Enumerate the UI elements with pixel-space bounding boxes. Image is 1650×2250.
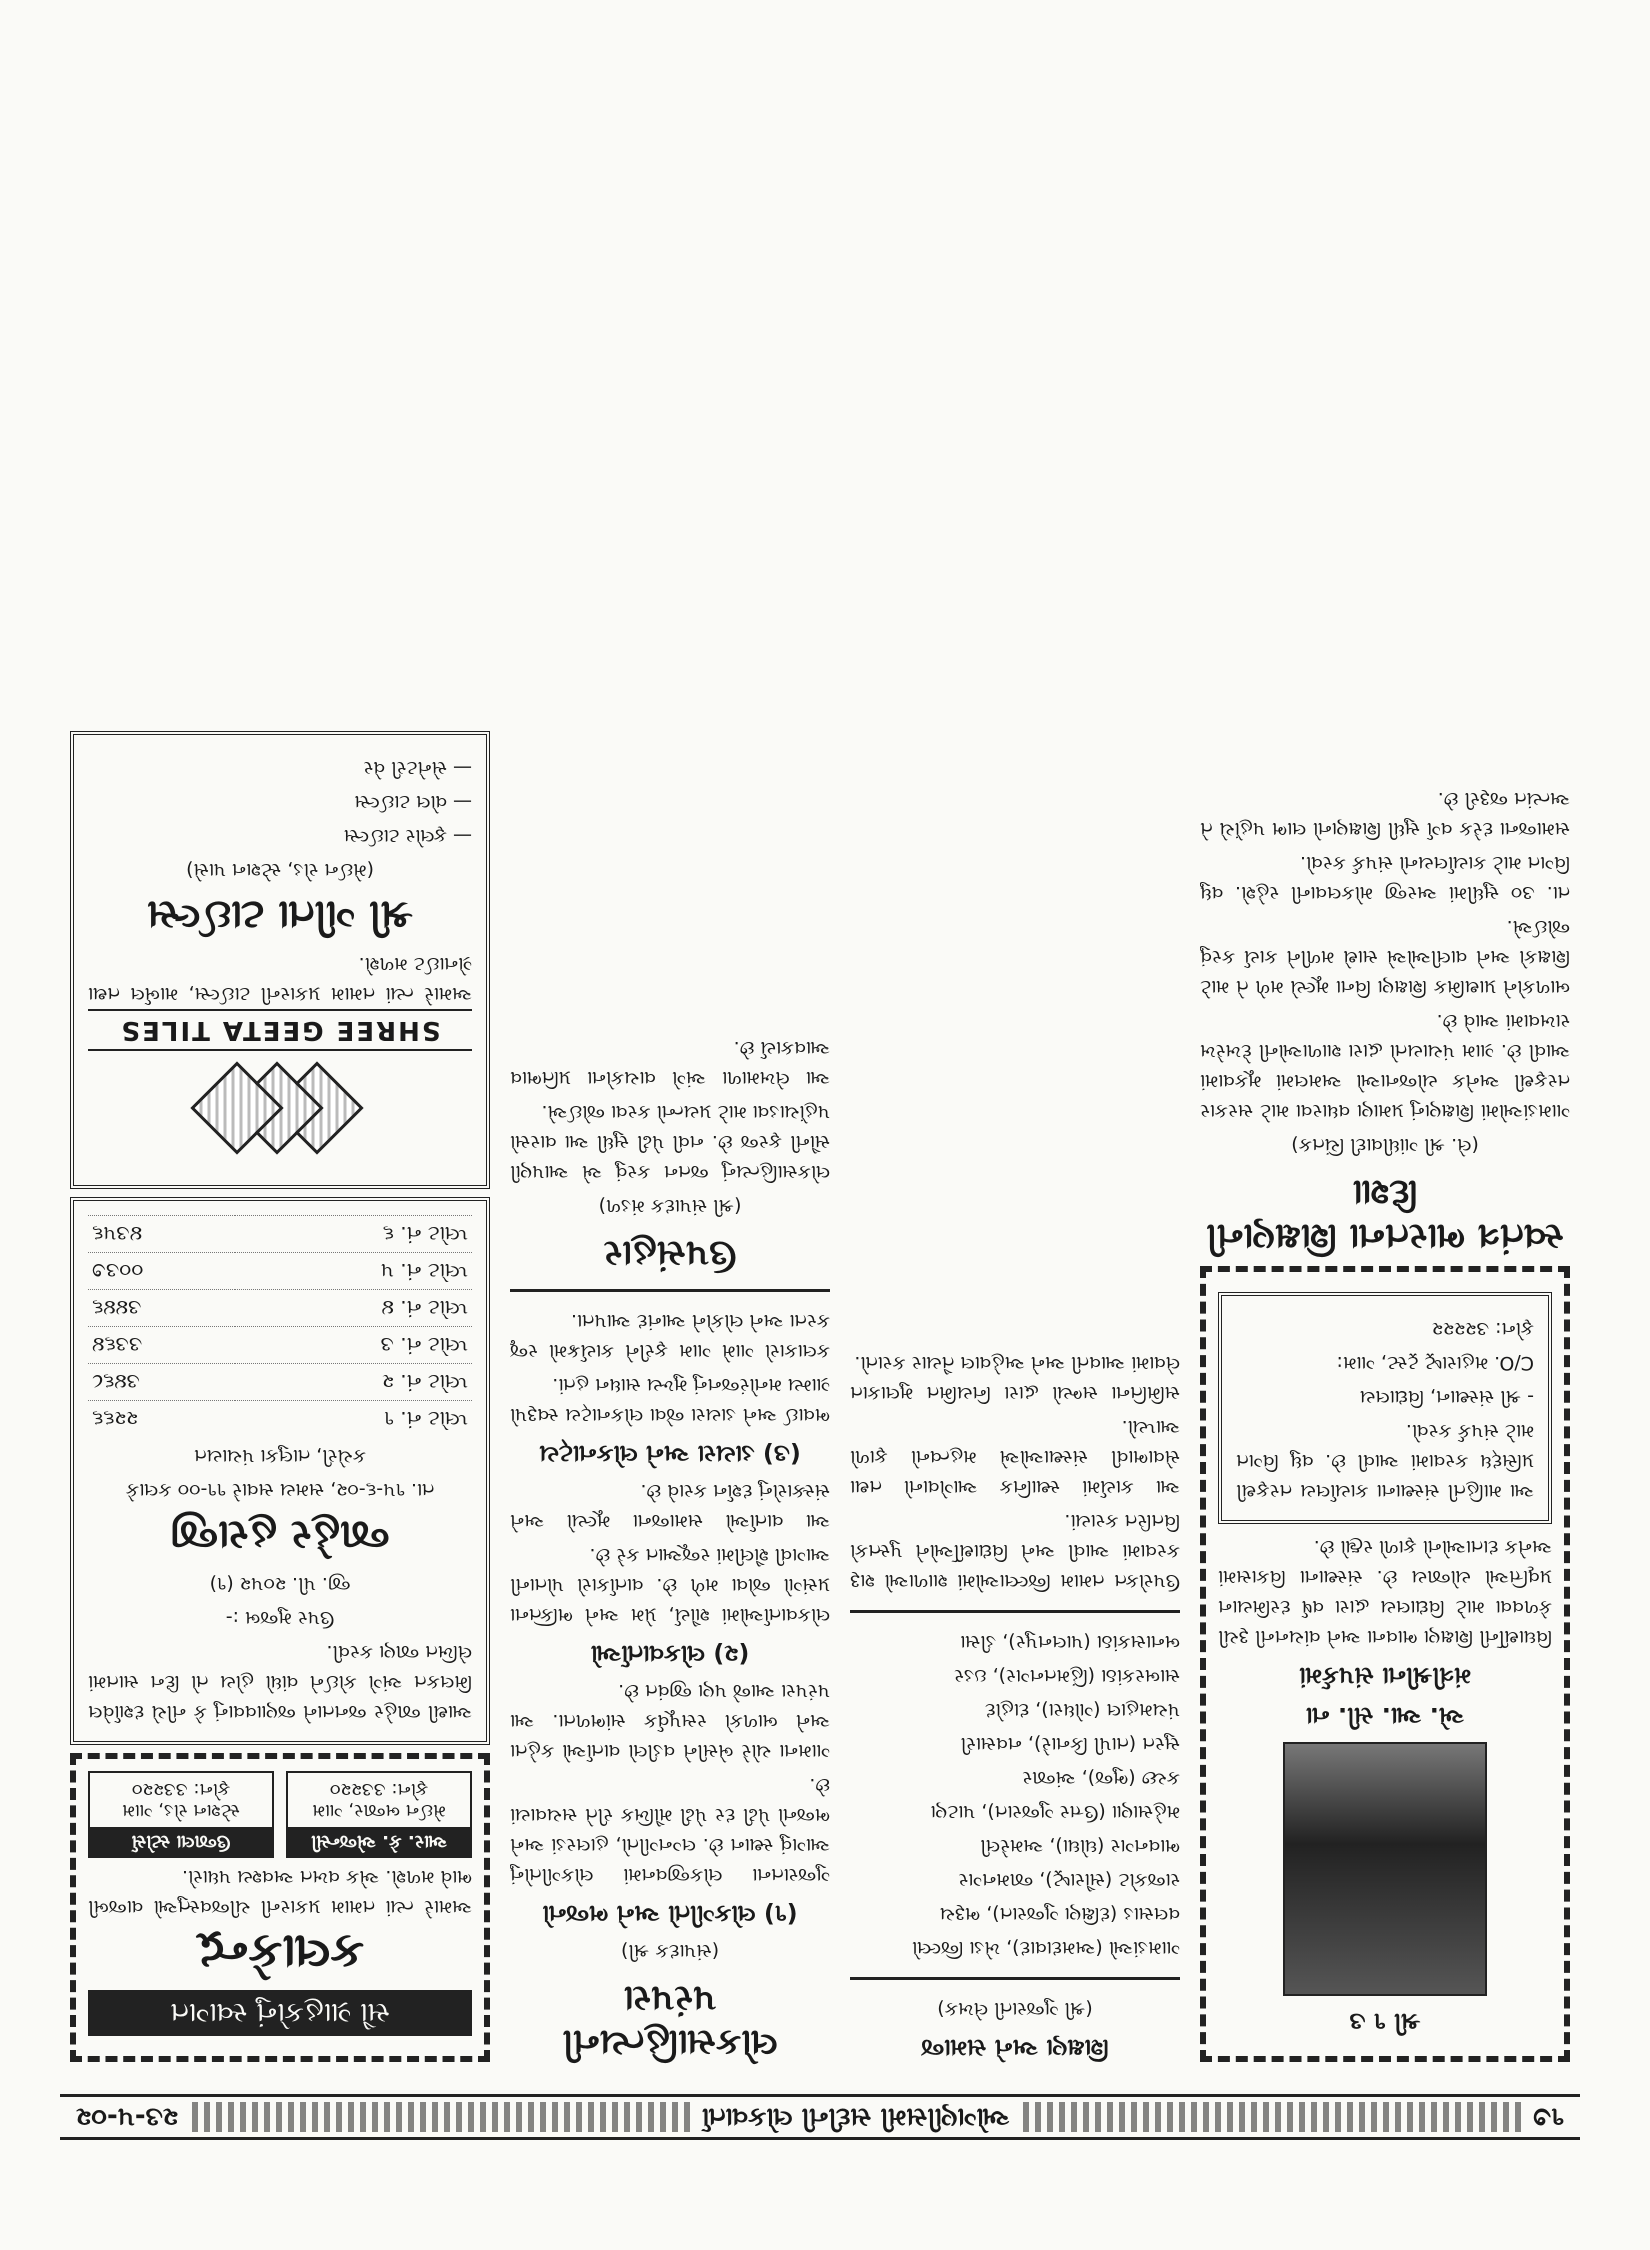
column-2 bbox=[850, 80, 1180, 2070]
table-row bbox=[88, 1401, 472, 1438]
box-address: C/O. મહારાષ્ટ્ર ટ્રસ્ટ, ગામ: bbox=[1336, 1352, 1534, 1374]
article-paragraph: સમિતિના સભ્યો દ્વારા નિયમિત મુલાકાત લેવામાં આવતી અને અહેવાલ તૈયાર કરાતો. bbox=[850, 1352, 1180, 1404]
column-byline: (શ્રી ગુજરાતી લેખક) bbox=[937, 1998, 1093, 2020]
plot-name: પ્લોટ નં. ૨ bbox=[235, 1364, 472, 1401]
tiles-list-item: — વોલ ટાઈલ્સ bbox=[354, 791, 472, 813]
tiles-logo-text: SHREE GEETA TILES bbox=[88, 1009, 472, 1051]
plot-value: ૨૨૬૬ bbox=[88, 1401, 235, 1438]
box-phone: ફોન: ૩૨૨૨૨ bbox=[1431, 1318, 1534, 1340]
section-heading: (૨) લોકવાર્તાઓ bbox=[590, 1640, 750, 1668]
divider bbox=[850, 1610, 1180, 1613]
article-byline: (સંપાદક શ્રી) bbox=[620, 1940, 720, 1962]
page-label: શ્રી ૧ ૩ bbox=[1349, 2008, 1421, 2036]
tiles-logo-graphic bbox=[200, 1061, 360, 1161]
shop-card bbox=[286, 1771, 472, 1858]
list-item: મહેસાણા (ઉત્તર ગુજરાત), પાટણ bbox=[930, 1801, 1180, 1823]
plot-value: ૩૩૬૪ bbox=[88, 1327, 235, 1364]
shop-name: ઉજાલા સ્ટોર્સ bbox=[90, 1827, 272, 1856]
article-paragraph: તા. ૩૦ સુધીમાં અરજી મોકલવાની રહેશે. વધુ વિગત માટે કાર્યાલયનો સંપર્ક કરવો. bbox=[1200, 852, 1570, 904]
article-paragraph: ગુજરાતના લોકજીવનમાં લોકગીતોનું આગવું સ્થાન છે. લગ્નગીતો, હાલરડાં અને ભજનો પેઢી દર પેઢી મૌખિક રીતે સચવાયાં છે. bbox=[510, 1774, 830, 1886]
page-header-band bbox=[60, 2094, 1580, 2140]
table-row bbox=[88, 1290, 472, 1327]
plot-name: પ્લોટ નં. ૬ bbox=[235, 1216, 472, 1253]
article-paragraph: ગામના ચોરે બેસીને વડીલો વાર્તાઓ કહેતા અને બાળકો રસપૂર્વક સાંભળતા. આ પરંપરા આજે પણ જીવંત છે. bbox=[510, 1680, 830, 1762]
shop-phone: ફોન: ૩૩૨૨૦ bbox=[329, 1779, 429, 1800]
article-paragraph: લોકસાહિત્યનું જતન કરવું એ આપણી સૌની ફરજ છે. નવી પેઢી સુધી આ વારસો પહોંચાડવા માટે પ્રયત્નો કરવા જોઈએ. bbox=[510, 1101, 830, 1183]
article-paragraph: બાળકોને પ્રાથમિક શિક્ષણ વિના મૂલ્યે મળે તે માટે શિક્ષકો અને વાલીઓએ સાથે મળીને કાર્ય કરવું જોઈએ. bbox=[1200, 916, 1570, 998]
ornament-right bbox=[190, 2102, 690, 2132]
article-paragraph: સમાજના દરેક વર્ગ સુધી શિક્ષણનો લાભ પહોંચે તે અત્યંત જરૂરી છે. bbox=[1200, 788, 1570, 840]
article-paragraph: આ કાર્યમાં સ્થાનિક આગેવાનો તથા સેવાભાવી સંસ્થાઓએ મહત્વનો ફાળો આપ્યો. bbox=[850, 1416, 1180, 1498]
contact-box bbox=[1218, 1292, 1552, 1524]
plot-value: ૦૦૩૭ bbox=[88, 1253, 235, 1290]
tiles-list-item: — ફ્લોર ટાઈલ્સ bbox=[343, 825, 472, 847]
article-byline: (લે. શ્રી ગાંધીવાદી ચિંતક) bbox=[1291, 1134, 1479, 1156]
plot-name: પ્લોટ નં. ૫ bbox=[235, 1253, 472, 1290]
article-paragraph: આ વાર્તાઓ સમાજના મૂલ્યો અને સંસ્કારોનું દર્શન કરાવે છે. bbox=[510, 1480, 830, 1532]
ad-body: અમારે ત્યાં તમામ પ્રકારની ચીજવસ્તુઓ વાજબી ભાવે મળશે. એક વખત અવશ્ય પધારો. bbox=[88, 1866, 472, 1918]
plot-name: પ્લોટ નં. ૧ bbox=[235, 1401, 472, 1438]
tiles-list-item: — સેનેટરી વેર bbox=[363, 757, 472, 779]
portrait-photo bbox=[1283, 1742, 1487, 1996]
plot-value: ૪૩૫૬ bbox=[88, 1216, 235, 1253]
ornament-left bbox=[1021, 2102, 1521, 2132]
column-heading: શિક્ષણ અને સમાજ bbox=[921, 2034, 1109, 2062]
shop-address: સ્ટેશન રોડ, ગામ bbox=[122, 1800, 240, 1821]
tiles-shop-name: શ્રી ગીતા ટાઈલ્સ bbox=[147, 892, 414, 938]
notice-sign: ઉપર મુજબ :- bbox=[225, 1607, 335, 1629]
article-paragraph: ભવાઈ અને ડાયરા જેવા લોકનાટ્ય સ્વરૂપો ગ્રામ્ય મનોરંજનનું મુખ્ય સાધન હતાં. bbox=[510, 1374, 830, 1426]
plot-table bbox=[88, 1215, 472, 1437]
shop-advertisement bbox=[70, 1753, 490, 2062]
list-item: ગામડાંઓ (અમદાવાદ), ખેડા જિલ્લો bbox=[912, 1937, 1180, 1959]
page-number: ૧૭ bbox=[1533, 2102, 1564, 2133]
list-item: બનાસકાંઠા (પાલનપુર), ડીસા bbox=[960, 1631, 1180, 1653]
article-heading: લોકસાહિત્યની પરંપરા bbox=[562, 1978, 778, 2063]
lic-article-box bbox=[1200, 1266, 1570, 2062]
article-paragraph: ગામડાંઓમાં શિક્ષણનું પ્રમાણ વધારવા માટે સરકાર તરફથી અનેક યોજનાઓ અમલમાં મૂકવામાં આવી છે. ગ્રામ પંચાયતો દ્વારા શાળાઓની દેખરેખ રાખવામાં આવે છે. bbox=[1200, 1010, 1570, 1122]
ad-brand-title: કલાકેન્દ્ર bbox=[195, 1924, 365, 1980]
article-paragraph: કલાકારો ગામે ગામ ફરીને કાર્યક્રમો રજૂ કરતા અને લોકોને આનંદ આપતા. bbox=[510, 1310, 830, 1362]
column-3 bbox=[510, 80, 830, 2070]
lic-caption: એ. આ. સી. ના bbox=[1305, 1702, 1465, 1730]
plot-name: પ્લોટ નં. ૩ bbox=[235, 1327, 472, 1364]
article-paragraph: લોકવાર્તાઓમાં શૌર્ય, પ્રેમ અને ભક્તિના પ્રસંગો જોવા મળે છે. વાર્તાકારો પોતાની આગવી શૈલીમાં રજૂઆત કરે છે. bbox=[510, 1544, 830, 1626]
article-byline: (શ્રી સંપાદક મંડળ) bbox=[598, 1195, 742, 1217]
table-row bbox=[88, 1327, 472, 1364]
divider bbox=[850, 1977, 1180, 1980]
plot-value: ૩૪૪૬ bbox=[88, 1290, 235, 1327]
list-item: ભાવનગર (ઘોઘા), અમરેલી bbox=[980, 1835, 1180, 1857]
shop-phone: ફોન: ૩૩૨૨૦ bbox=[131, 1779, 231, 1800]
article-paragraph: આ લેખમાળા અંગે વાચકોના પ્રતિભાવ આવકાર્ય છે. bbox=[510, 1037, 830, 1089]
ad-top-bar: સૌ ગ્રાહકોનું સ્વાગત bbox=[88, 1990, 472, 2036]
plot-value: ૩૪૬૮ bbox=[88, 1364, 235, 1401]
lead-paragraph: વિઘાર્થીની શિક્ષણ ભાવના અને વાંચનની રૂચી કેળવવા માટે વિદ્યાલય દ્વારા વર્ષ દરમિયાન પ્રવૃત્તિઓ યોજાય છે. સંસ્થાના વિકાસમાં અનેક દાતાઓનો ફાળો રહ્યો છે. bbox=[1218, 1536, 1552, 1648]
shop-card bbox=[88, 1771, 274, 1858]
public-notice bbox=[70, 1197, 490, 1745]
tiles-body: અમારે ત્યાં તમામ પ્રકારની ટાઈલ્સ, માર્બલ તથા ગ્રેનાઈટ મળશે. bbox=[88, 953, 472, 1005]
masthead-title: ઓગણીસમી સદીની લોકવાર્તા bbox=[701, 2102, 1010, 2133]
table-row bbox=[88, 1216, 472, 1253]
list-item: રાજકોટ (સૌરાષ્ટ્ર), જામનગર bbox=[958, 1869, 1180, 1891]
article-paragraph: ઉપરોક્ત તમામ જિલ્લાઓમાં શાળાઓ શરૂ કરવામાં આવી અને વિદ્યાર્થીઓને પુસ્તકો વિતરિત કરાયાં. bbox=[850, 1510, 1180, 1592]
shop-address: મેઈન બજાર, ગામ bbox=[312, 1800, 446, 1821]
table-row bbox=[88, 1253, 472, 1290]
list-item: સુરત (તાપી કિનારે), નવસારી bbox=[960, 1733, 1180, 1755]
box-sign: - શ્રી સંસ્થાન, વિદ્યાલય bbox=[1359, 1386, 1534, 1408]
article-heading: ઉપસંહાર bbox=[603, 1233, 737, 1274]
photo-caption: મંત્રીશ્રીના સંપર્કમાં bbox=[1299, 1662, 1471, 1690]
page-date: ૨૩-૫-૦૨ bbox=[75, 2102, 179, 2133]
tiles-advertisement bbox=[70, 731, 490, 1189]
list-item: પંચમહાલ (ગોધરા), દાહોદ bbox=[984, 1699, 1180, 1721]
box-text: આ માહિતી સંસ્થાના કાર્યાલય તરફથી પ્રસિદ્ધ કરવામાં આવી છે. વધુ વિગત માટે સંપર્ક કરવો. bbox=[1236, 1420, 1534, 1502]
notice-reference: જી. પી. ૨૦૫૨ (૧) bbox=[209, 1573, 351, 1595]
column-1 bbox=[1200, 80, 1570, 2070]
auction-title: જાહેર હરાજી bbox=[170, 1512, 390, 1558]
divider bbox=[510, 1289, 830, 1292]
auction-subtitle: તા. ૧૫-૬-૦૨, સમય સવારે ૧૧-૦૦ કલાકે bbox=[125, 1479, 435, 1501]
section-heading: (૧) લોકગીતો અને ભજનો bbox=[542, 1900, 798, 1928]
auction-office: કચેરી, તાલુકા પંચાયત bbox=[193, 1445, 367, 1467]
list-item: કચ્છ (ભુજ), અંજાર bbox=[1022, 1767, 1180, 1789]
plot-name: પ્લોટ નં. ૪ bbox=[235, 1290, 472, 1327]
table-row bbox=[88, 1364, 472, 1401]
list-item: વલસાડ (દક્ષિણ ગુજરાત), ભરૂચ bbox=[939, 1903, 1180, 1925]
shop-name: આર. કે. એજન્સી bbox=[288, 1827, 470, 1856]
article-heading: સ્વતંત્ર ભારતના શિક્ષણની દિશા bbox=[1206, 1172, 1564, 1257]
notice-body: આથી જાહેર જનતાને જણાવવાનું કે નીચે દર્શાવેલ મિલકત અંગે કોઈને વાંધો હોય તો દિન સાતમાં લેખિત જાણ કરવી. bbox=[88, 1641, 472, 1723]
column-4-ads bbox=[70, 80, 490, 2070]
shop-list bbox=[88, 1771, 472, 1858]
tiles-address: (મેઈન રોડ, સ્ટેશન પાસે) bbox=[186, 859, 374, 881]
list-item: સાબરકાંઠા (હિંમતનગર), ઇડર bbox=[954, 1665, 1180, 1687]
section-heading: (૩) ડાયરા અને લોકનાટ્ય bbox=[539, 1440, 801, 1468]
